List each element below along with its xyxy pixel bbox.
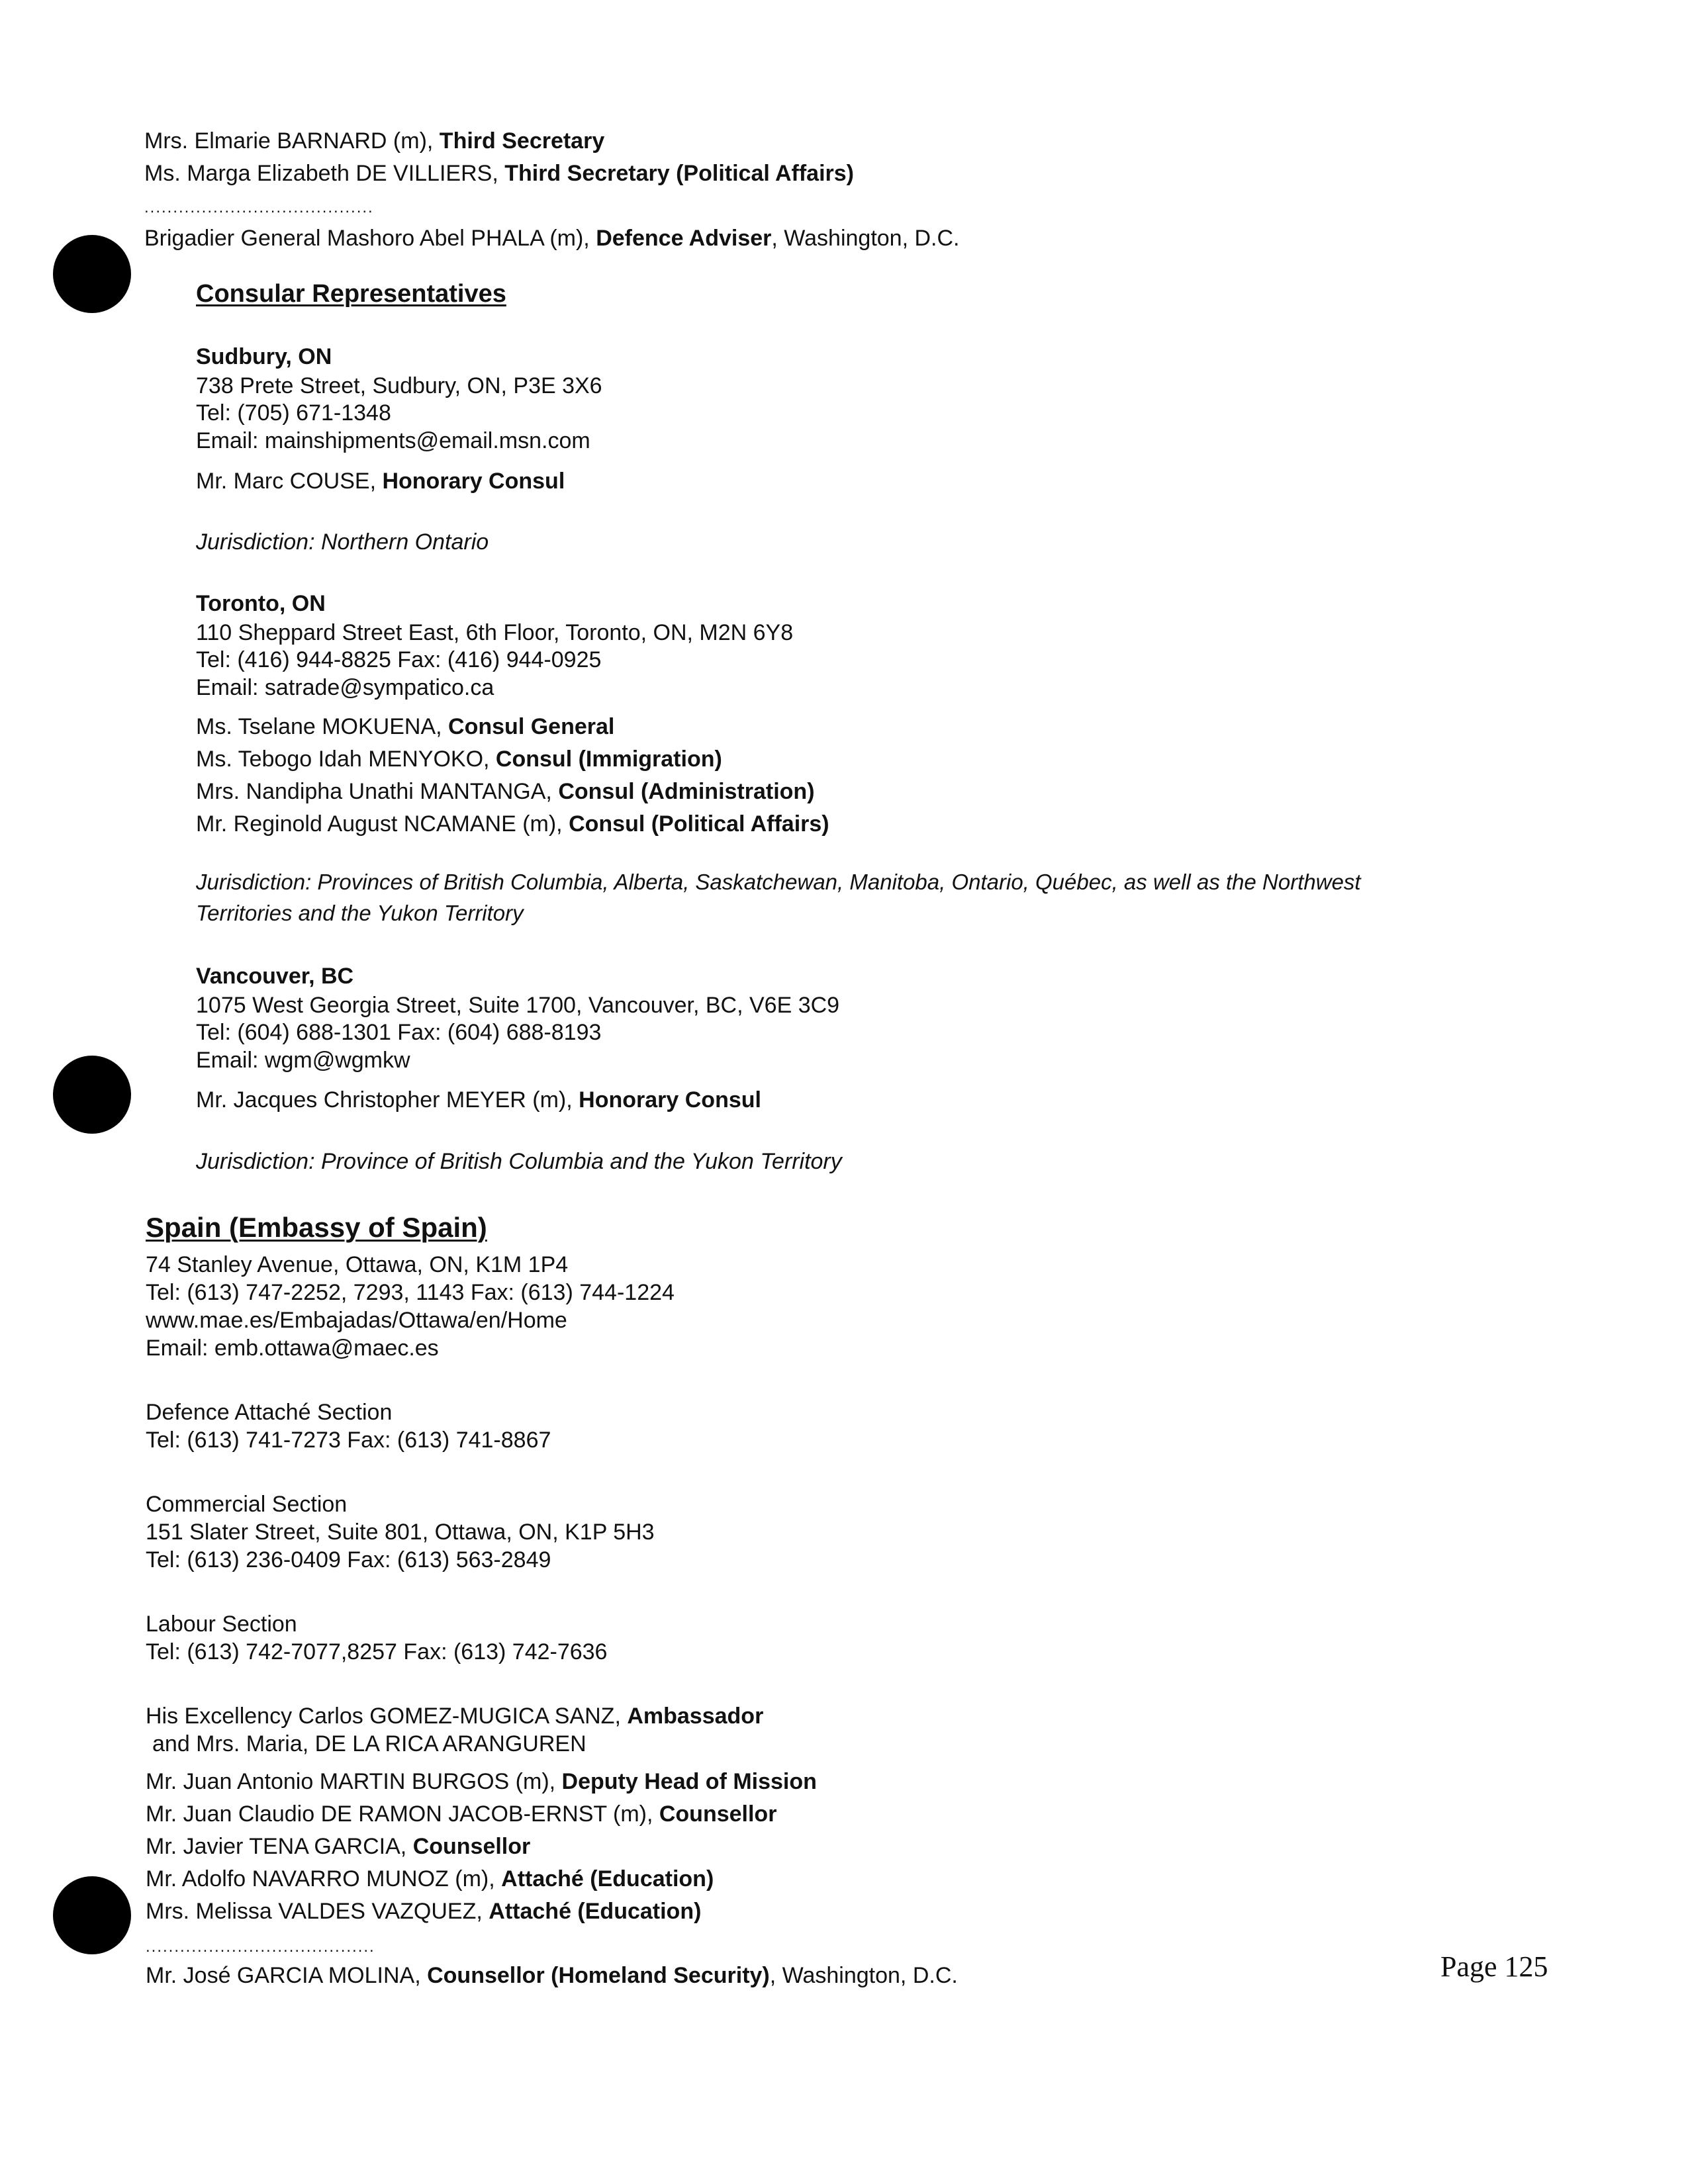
punch-hole-top xyxy=(53,235,131,313)
website: www.mae.es/Embajadas/Ottawa/en/Home xyxy=(146,1308,567,1333)
address: 74 Stanley Avenue, Ottawa, ON, K1M 1P4 xyxy=(146,1252,569,1277)
address: 738 Prete Street, Sudbury, ON, P3E 3X6 xyxy=(196,373,602,398)
consul-row: Mr. Reginold August NCAMANE (m), Consul (Political Affairs) xyxy=(196,811,829,837)
punch-hole-middle xyxy=(53,1056,131,1134)
telephone: Tel: (613) 742-7077,8257 Fax: (613) 742-7636 xyxy=(146,1639,608,1664)
address: 1075 West Georgia Street, Suite 1700, Vancouver, BC, V6E 3C9 xyxy=(196,993,840,1018)
address: 151 Slater Street, Suite 801, Ottawa, ON, K1P 5H3 xyxy=(146,1520,655,1545)
defence-attache-section: Defence Attaché Section xyxy=(146,1400,393,1425)
city-heading-toronto: Toronto, ON xyxy=(196,591,326,616)
city-heading-sudbury: Sudbury, ON xyxy=(196,344,332,369)
jurisdiction: Jurisdiction: Northern Ontario xyxy=(196,529,489,555)
labour-section: Labour Section xyxy=(146,1612,297,1637)
email: Email: emb.ottawa@maec.es xyxy=(146,1336,439,1361)
address: 110 Sheppard Street East, 6th Floor, Toronto, ON, M2N 6Y8 xyxy=(196,620,794,645)
staff-row: Mr. Javier TENA GARCIA, Counsellor xyxy=(146,1834,531,1859)
email: Email: wgm@wgmkw xyxy=(196,1048,410,1073)
telephone: Tel: (604) 688-1301 Fax: (604) 688-8193 xyxy=(196,1020,602,1045)
telephone: Tel: (705) 671-1348 xyxy=(196,400,391,426)
staff-row: Mrs. Melissa VALDES VAZQUEZ, Attaché (Education) xyxy=(146,1899,702,1924)
city-heading-vancouver: Vancouver, BC xyxy=(196,964,354,989)
separator-dots: ........................................ xyxy=(146,1938,375,1956)
separator-dots: ........................................ xyxy=(144,199,374,216)
punch-hole-bottom xyxy=(53,1876,131,1954)
section-heading-spain: Spain (Embassy of Spain) xyxy=(146,1212,487,1243)
consul-row: Mr. Marc COUSE, Honorary Consul xyxy=(196,469,565,494)
staff-row: Mr. Juan Antonio MARTIN BURGOS (m), Deputy Head of Mission xyxy=(146,1769,817,1794)
staff-row: Mr. Adolfo NAVARRO MUNOZ (m), Attaché (Education) xyxy=(146,1866,714,1891)
jurisdiction: Jurisdiction: Province of British Columbia and the Yukon Territory xyxy=(196,1149,842,1174)
defence-adviser-row: Brigadier General Mashoro Abel PHALA (m), Defence Adviser, Washington, D.C. xyxy=(144,226,960,251)
staff-row: Mrs. Elmarie BARNARD (m), Third Secretary xyxy=(144,128,605,154)
telephone: Tel: (613) 741-7273 Fax: (613) 741-8867 xyxy=(146,1428,551,1453)
jurisdiction: Jurisdiction: Provinces of British Columbia, Alberta, Saskatchewan, Manitoba, Ontario, Québec, as well as the Northwest xyxy=(196,870,1361,894)
consul-row: Ms. Tebogo Idah MENYOKO, Consul (Immigration) xyxy=(196,747,722,772)
page-number: Page 125 xyxy=(1440,1950,1548,1983)
ambassador-row: His Excellency Carlos GOMEZ-MUGICA SANZ, Ambassador xyxy=(146,1704,764,1729)
commercial-section: Commercial Section xyxy=(146,1492,348,1517)
email: Email: mainshipments@email.msn.com xyxy=(196,428,590,453)
consul-row: Mr. Jacques Christopher MEYER (m), Honorary Consul xyxy=(196,1087,761,1113)
telephone: Tel: (416) 944-8825 Fax: (416) 944-0925 xyxy=(196,647,602,672)
telephone: Tel: (613) 236-0409 Fax: (613) 563-2849 xyxy=(146,1547,551,1572)
consul-row: Mrs. Nandipha Unathi MANTANGA, Consul (Administration) xyxy=(196,779,815,804)
jurisdiction: Territories and the Yukon Territory xyxy=(196,901,524,925)
spouse-row: and Mrs. Maria, DE LA RICA ARANGUREN xyxy=(152,1731,586,1756)
email: Email: satrade@sympatico.ca xyxy=(196,675,494,700)
telephone: Tel: (613) 747-2252, 7293, 1143 Fax: (613) 744-1224 xyxy=(146,1280,675,1305)
homeland-security-row: Mr. José GARCIA MOLINA, Counsellor (Homeland Security), Washington, D.C. xyxy=(146,1963,958,1988)
consul-row: Ms. Tselane MOKUENA, Consul General xyxy=(196,714,615,739)
staff-row: Mr. Juan Claudio DE RAMON JACOB-ERNST (m), Counsellor xyxy=(146,1801,777,1827)
staff-row: Ms. Marga Elizabeth DE VILLIERS, Third Secretary (Political Affairs) xyxy=(144,161,854,186)
section-heading-consular: Consular Representatives xyxy=(196,280,506,308)
